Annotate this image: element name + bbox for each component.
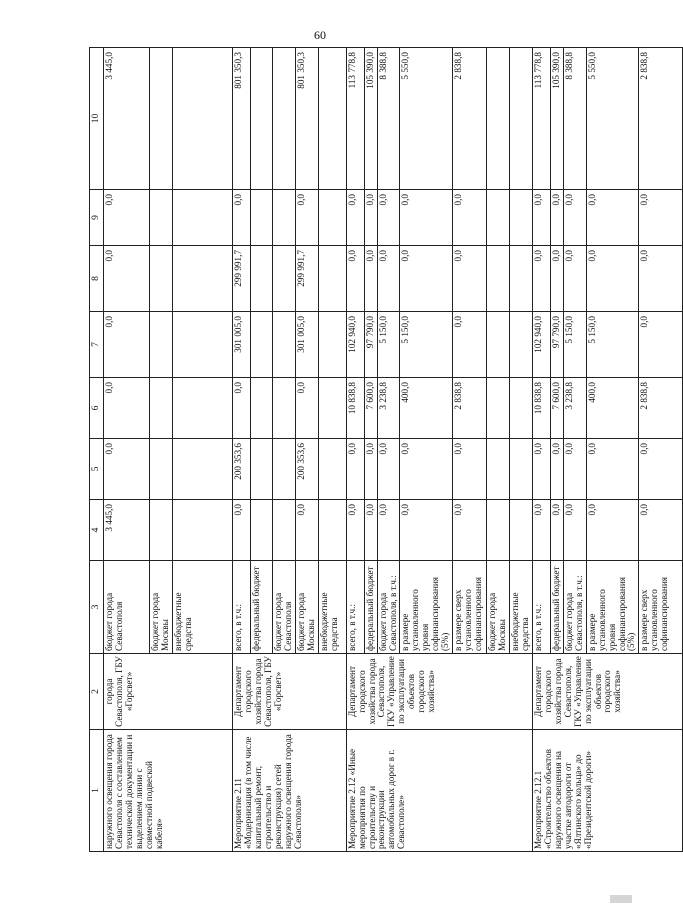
amount-cell <box>487 246 510 312</box>
amount-cell <box>250 500 272 561</box>
amount-cell: 0,0 <box>586 246 639 312</box>
amount-cell: 97 790,0 <box>364 312 377 378</box>
amount-cell: 0,0 <box>639 439 683 500</box>
amount-cell <box>272 48 295 190</box>
amount-cell: 0,0 <box>104 190 150 246</box>
amount-cell: 0,0 <box>639 500 683 561</box>
executor-cell: Департамент городского хозяйства города Севастополя, ГКУ «Управление по эксплуатации объектов городского хозяйства» <box>532 654 683 730</box>
amount-cell <box>250 378 272 439</box>
funding-source-cell: бюджет города Москвы <box>295 561 318 654</box>
amount-cell: 0,0 <box>453 312 487 378</box>
funding-source-cell: внебюджетные средства <box>318 561 346 654</box>
measure-name-cell: наружного освещения города Севастополя с составлением технической документации и выделением линии с совместной подвеской кабеля» <box>104 730 233 852</box>
amount-cell: 0,0 <box>232 190 250 246</box>
amount-cell <box>272 190 295 246</box>
amount-cell: 105 390,0 <box>550 48 563 190</box>
amount-cell <box>487 439 510 500</box>
column-number: 2 <box>90 654 104 730</box>
amount-cell <box>150 190 173 246</box>
amount-cell: 5 150,0 <box>400 312 453 378</box>
amount-cell: 2 838,8 <box>639 378 683 439</box>
amount-cell: 801 350,3 <box>232 48 250 190</box>
amount-cell <box>172 312 232 378</box>
funding-source-cell: в размере сверх установленного софинансирования <box>453 561 487 654</box>
amount-cell: 7 600,0 <box>550 378 563 439</box>
column-number: 3 <box>90 561 104 654</box>
budget-table-body <box>90 48 683 852</box>
amount-cell <box>487 500 510 561</box>
amount-cell: 2 838,8 <box>453 378 487 439</box>
executor-cell: Департамент городского хозяйства города Севастополя, ГКУ «Управление по эксплуатации объектов городского хозяйства» <box>346 654 532 730</box>
amount-cell: 0,0 <box>532 439 550 500</box>
amount-cell: 0,0 <box>377 246 400 312</box>
funding-source-cell: всего, в т.ч.: <box>346 561 364 654</box>
amount-cell <box>318 190 346 246</box>
amount-cell: 3 238,8 <box>563 378 586 439</box>
amount-cell: 0,0 <box>364 246 377 312</box>
amount-cell <box>272 378 295 439</box>
amount-cell <box>150 48 173 190</box>
funding-source-cell: федеральный бюджет <box>550 561 563 654</box>
amount-cell: 0,0 <box>104 246 150 312</box>
amount-cell: 102 940,0 <box>346 312 364 378</box>
amount-cell <box>272 246 295 312</box>
amount-cell: 5 150,0 <box>563 312 586 378</box>
amount-cell <box>510 190 533 246</box>
amount-cell <box>172 190 232 246</box>
amount-cell <box>150 439 173 500</box>
amount-cell <box>510 312 533 378</box>
amount-cell: 299 991,7 <box>295 246 318 312</box>
executor-cell: Департамент городского хозяйства города Севастополя, ГБУ «Горсвет» <box>232 654 346 730</box>
amount-cell <box>487 312 510 378</box>
amount-cell: 3 445,0 <box>104 48 150 190</box>
executor-cell: города Севастополя, ГБУ «Горсвет» <box>104 654 233 730</box>
amount-cell: 102 940,0 <box>532 312 550 378</box>
amount-cell: 801 350,3 <box>295 48 318 190</box>
column-number: 7 <box>90 312 104 378</box>
funding-source-cell: в размере установленного уровня софинансирования (5%) <box>586 561 639 654</box>
amount-cell: 0,0 <box>232 378 250 439</box>
amount-cell: 8 388,8 <box>377 48 400 190</box>
column-number: 6 <box>90 378 104 439</box>
amount-cell: 3 238,8 <box>377 378 400 439</box>
column-number: 1 <box>90 730 104 852</box>
amount-cell: 113 778,8 <box>346 48 364 190</box>
amount-cell <box>318 312 346 378</box>
amount-cell: 8 388,8 <box>563 48 586 190</box>
amount-cell: 0,0 <box>104 312 150 378</box>
amount-cell: 0,0 <box>550 190 563 246</box>
amount-cell <box>272 439 295 500</box>
column-number: 9 <box>90 190 104 246</box>
amount-cell: 0,0 <box>377 500 400 561</box>
amount-cell <box>272 312 295 378</box>
amount-cell <box>510 246 533 312</box>
funding-source-cell: бюджет города Севастополя, в т.ч.: <box>377 561 400 654</box>
amount-cell <box>172 246 232 312</box>
amount-cell: 0,0 <box>550 246 563 312</box>
amount-cell: 0,0 <box>364 500 377 561</box>
amount-cell <box>318 378 346 439</box>
funding-source-cell: бюджет города Москвы <box>487 561 510 654</box>
funding-source-cell: внебюджетные средства <box>510 561 533 654</box>
amount-cell <box>510 439 533 500</box>
amount-cell: 0,0 <box>346 439 364 500</box>
amount-cell: 301 005,0 <box>295 312 318 378</box>
funding-source-cell: федеральный бюджет <box>250 561 272 654</box>
amount-cell: 200 353,6 <box>232 439 250 500</box>
amount-cell: 299 991,7 <box>232 246 250 312</box>
amount-cell: 0,0 <box>563 500 586 561</box>
funding-source-cell: федеральный бюджет <box>364 561 377 654</box>
amount-cell: 2 838,8 <box>453 48 487 190</box>
amount-cell <box>487 48 510 190</box>
amount-cell: 0,0 <box>532 500 550 561</box>
measure-name-cell: Мероприятие 2.12.1 «Строительство объектов наружного освещения на участке автодороги от «Ялтинского кольца» до «Президентской дороги» <box>532 730 683 852</box>
amount-cell: 10 838,8 <box>532 378 550 439</box>
amount-cell: 0,0 <box>232 500 250 561</box>
funding-source-cell: в размере сверх установленного софинансирования <box>639 561 683 654</box>
amount-cell: 0,0 <box>453 190 487 246</box>
amount-cell: 10 838,8 <box>346 378 364 439</box>
amount-cell: 0,0 <box>400 246 453 312</box>
amount-cell: 0,0 <box>377 190 400 246</box>
amount-cell: 97 790,0 <box>550 312 563 378</box>
measure-name-cell: Мероприятие 2.11 «Модернизация (в том числе капитальный ремонт, строительство и реконструкция) сетей наружного освещения города Севастополя» <box>232 730 346 852</box>
amount-cell: 5 150,0 <box>377 312 400 378</box>
amount-cell: 7 600,0 <box>364 378 377 439</box>
amount-cell: 0,0 <box>550 500 563 561</box>
amount-cell: 0,0 <box>400 190 453 246</box>
column-number: 10 <box>90 48 104 190</box>
amount-cell: 0,0 <box>453 246 487 312</box>
amount-cell: 400,0 <box>400 378 453 439</box>
amount-cell: 5 550,0 <box>400 48 453 190</box>
column-number: 4 <box>90 500 104 561</box>
amount-cell: 0,0 <box>586 439 639 500</box>
funding-source-cell: внебюджетные средства <box>172 561 232 654</box>
table-row <box>532 48 550 852</box>
amount-cell <box>250 439 272 500</box>
amount-cell <box>150 246 173 312</box>
amount-cell <box>510 500 533 561</box>
amount-cell: 0,0 <box>364 190 377 246</box>
column-number: 8 <box>90 246 104 312</box>
header-row <box>90 48 104 852</box>
amount-cell: 400,0 <box>586 378 639 439</box>
amount-cell: 0,0 <box>532 190 550 246</box>
amount-cell: 0,0 <box>364 439 377 500</box>
amount-cell: 0,0 <box>453 500 487 561</box>
amount-cell <box>318 48 346 190</box>
amount-cell <box>172 500 232 561</box>
amount-cell: 0,0 <box>346 190 364 246</box>
amount-cell <box>150 378 173 439</box>
amount-cell <box>272 500 295 561</box>
page-number: 60 <box>314 28 326 42</box>
amount-cell <box>510 378 533 439</box>
amount-cell: 2 838,8 <box>639 48 683 190</box>
amount-cell: 0,0 <box>377 439 400 500</box>
funding-source-cell: бюджет города Севастополя <box>272 561 295 654</box>
amount-cell: 0,0 <box>295 378 318 439</box>
rotated-table-container <box>89 48 670 852</box>
amount-cell: 0,0 <box>586 190 639 246</box>
amount-cell: 0,0 <box>550 439 563 500</box>
funding-source-cell: бюджет города Москвы <box>150 561 173 654</box>
amount-cell: 0,0 <box>639 246 683 312</box>
funding-source-cell: всего, в т.ч.: <box>232 561 250 654</box>
amount-cell <box>250 246 272 312</box>
funding-source-cell: всего, в т.ч.: <box>532 561 550 654</box>
table-row <box>346 48 364 852</box>
table-row <box>104 48 150 852</box>
scan-mark <box>610 895 632 903</box>
amount-cell: 0,0 <box>400 439 453 500</box>
amount-cell: 0,0 <box>639 190 683 246</box>
amount-cell <box>172 439 232 500</box>
amount-cell: 0,0 <box>563 439 586 500</box>
amount-cell: 105 390,0 <box>364 48 377 190</box>
amount-cell: 5 550,0 <box>586 48 639 190</box>
amount-cell <box>250 312 272 378</box>
amount-cell <box>318 500 346 561</box>
amount-cell: 0,0 <box>453 439 487 500</box>
funding-source-cell: бюджет города Севастополя, в т.ч.: <box>563 561 586 654</box>
amount-cell: 0,0 <box>563 190 586 246</box>
amount-cell: 0,0 <box>104 439 150 500</box>
amount-cell: 0,0 <box>346 500 364 561</box>
amount-cell <box>150 500 173 561</box>
amount-cell <box>510 48 533 190</box>
amount-cell: 301 005,0 <box>232 312 250 378</box>
column-number: 5 <box>90 439 104 500</box>
amount-cell: 0,0 <box>563 246 586 312</box>
amount-cell <box>250 190 272 246</box>
amount-cell <box>487 378 510 439</box>
amount-cell: 3 445,0 <box>104 500 150 561</box>
amount-cell <box>172 48 232 190</box>
amount-cell: 0,0 <box>532 246 550 312</box>
amount-cell <box>318 439 346 500</box>
funding-source-cell: в размере установленного уровня софинансирования (5%) <box>400 561 453 654</box>
amount-cell <box>150 312 173 378</box>
table-row <box>232 48 250 852</box>
amount-cell: 0,0 <box>400 500 453 561</box>
amount-cell <box>487 190 510 246</box>
amount-cell: 0,0 <box>295 190 318 246</box>
funding-source-cell: бюджет города Севастополя <box>104 561 150 654</box>
amount-cell <box>318 246 346 312</box>
amount-cell: 113 778,8 <box>532 48 550 190</box>
amount-cell <box>250 48 272 190</box>
amount-cell: 0,0 <box>295 500 318 561</box>
budget-table <box>89 47 683 852</box>
amount-cell <box>172 378 232 439</box>
amount-cell: 5 150,0 <box>586 312 639 378</box>
amount-cell: 0,0 <box>639 312 683 378</box>
amount-cell: 200 353,6 <box>295 439 318 500</box>
amount-cell: 0,0 <box>586 500 639 561</box>
measure-name-cell: Мероприятие 2.12 «Иные мероприятия по строительству и реконструкции автомобильных дорог в г. Севастополе» <box>346 730 532 852</box>
amount-cell: 0,0 <box>346 246 364 312</box>
amount-cell: 0,0 <box>104 378 150 439</box>
budget-table-area <box>89 48 670 852</box>
